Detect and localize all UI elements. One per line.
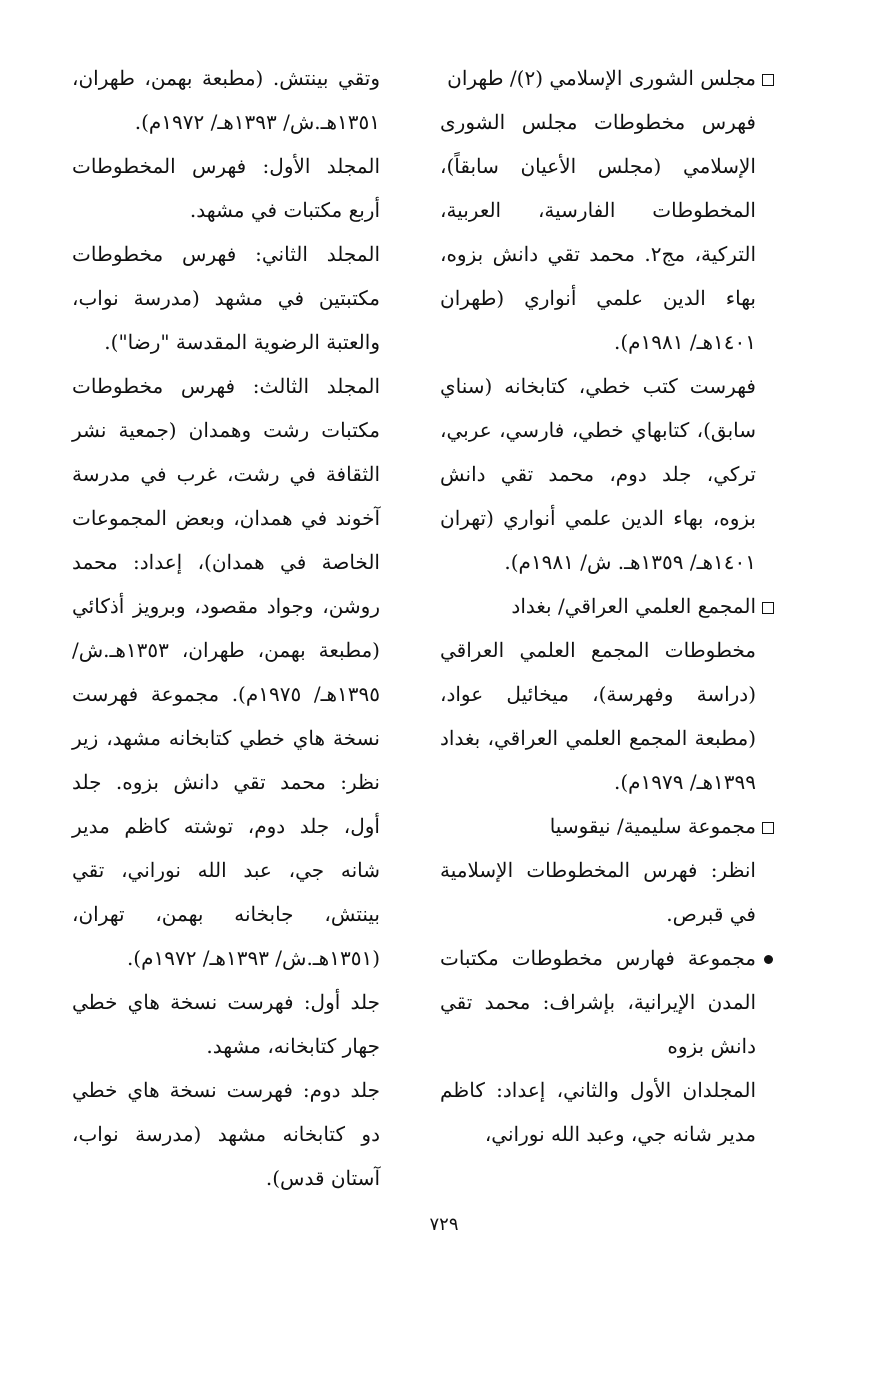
- entry-heading-row: [440, 804, 778, 848]
- jild-one-paragraph: جلد أول: فهرست نسخة هاي خطي جهار كتابخانه، مشهد.: [72, 990, 380, 1058]
- entry-heading-row: [440, 56, 778, 100]
- volume-one-paragraph: المجلد الأول: فهرس المخطوطات أربع مكتبات في مشهد.: [72, 154, 380, 222]
- entry-paragraph: فهرست كتب خطي، كتابخانه (سناي سابق)، كتابهاي خطي، فارسي، عربي، تركي، جلد دوم، محمد تقي دانش بزوه، بهاء الدين علمي أنواري (تهران ١٤٠١هـ/ ١٣٥٩هـ. ش/ ١٩٨١م).: [440, 374, 756, 574]
- entry-heading: مجلس الشورى الإسلامي (٢)/ طهران: [447, 66, 756, 90]
- right-column: [440, 56, 778, 1156]
- continuation-paragraph: وتقي بينتش. (مطبعة بهمن، طهران، ١٣٥١هـ.ش/ ١٣٩٣هـ/ ١٩٧٢م).: [72, 66, 380, 134]
- volume-three-paragraph: المجلد الثالث: فهرس مخطوطات مكتبات رشت وهمدان (جمعية نشر الثقافة في رشت، غرب في مدرسة آخوند في همدان، وبعض المجموعات الخاصة في همدان)، إعداد: محمد روشن، وجواد مقصود، وبرويز أذكائي (مطبعة بهمن، طهران، ١٣٥٣هـ.ش/ ١٣٩٥هـ/ ١٩٧٥م). مجموعة فهرست نسخة هاي خطي كتابخانه مشهد، زير نظر: محمد تقي دانش بزوه. جلد أول، جلد دوم، توشته كاظم مدير شانه جي، عبد الله نوراني، تقي بينتش، جابخانه بهمن، تهران، (١٣٥١هـ.ش/ ١٣٩٣هـ/ ١٩٧٢م).: [72, 374, 380, 970]
- entry-paragraph: فهرس مخطوطات مجلس الشورى الإسلامي (مجلس الأعيان سابقاً)، المخطوطات الفارسية، العربية، التركية، مج٢. محمد تقي دانش بزوه، بهاء الدين علمي أنواري (طهران ١٤٠١هـ/ ١٩٨١م).: [440, 110, 757, 354]
- entry-heading: مجموعة فهارس مخطوطات مكتبات المدن الإيرانية، بإشراف: محمد تقي دانش بزوه: [440, 946, 756, 1058]
- entry-majlis-shura: [440, 56, 778, 584]
- volume-two-paragraph: المجلد الثاني: فهرس مخطوطات مكتبتين في مشهد (مدرسة نواب، والعتبة الرضوية المقدسة "رضا").: [72, 242, 380, 354]
- checkbox-square-icon: [758, 584, 778, 628]
- entry-heading: المجمع العلمي العراقي/ بغداد: [511, 594, 756, 618]
- entry-body: [440, 100, 778, 584]
- entry-paragraph: انظر: فهرس المخطوطات الإسلامية في قبرص.: [440, 858, 756, 926]
- checkbox-square-icon: [758, 804, 778, 848]
- entry-selimiye-nicosia: [440, 804, 778, 936]
- entry-heading: مجموعة سليمية/ نيقوسيا: [549, 814, 756, 838]
- page-number: ٧٢٩: [429, 1214, 459, 1235]
- entry-heading-row: [440, 936, 778, 1068]
- entry-heading-row: [440, 584, 778, 628]
- bullet-dot-icon: [758, 936, 778, 980]
- entry-iranian-cities-catalogues: [440, 936, 778, 1156]
- entry-body: [440, 628, 778, 804]
- entry-paragraph: مخطوطات المجمع العلمي العراقي (دراسة وفهرسة)، ميخائيل عواد، (مطبعة المجمع العلمي العراقي، بغداد ١٣٩٩هـ/ ١٩٧٩م).: [440, 638, 756, 794]
- entry-body: [440, 848, 778, 936]
- checkbox-square-icon: [758, 56, 778, 100]
- jild-two-paragraph: جلد دوم: فهرست نسخة هاي خطي دو كتابخانه مشهد (مدرسة نواب، آستان قدس).: [72, 1078, 380, 1190]
- entry-iraqi-academy: [440, 584, 778, 804]
- entry-paragraph: المجلدان الأول والثاني، إعداد: كاظم مدير شانه جي، وعبد الله نوراني،: [440, 1078, 756, 1146]
- entry-body: [440, 1068, 778, 1156]
- left-column: [72, 56, 380, 1200]
